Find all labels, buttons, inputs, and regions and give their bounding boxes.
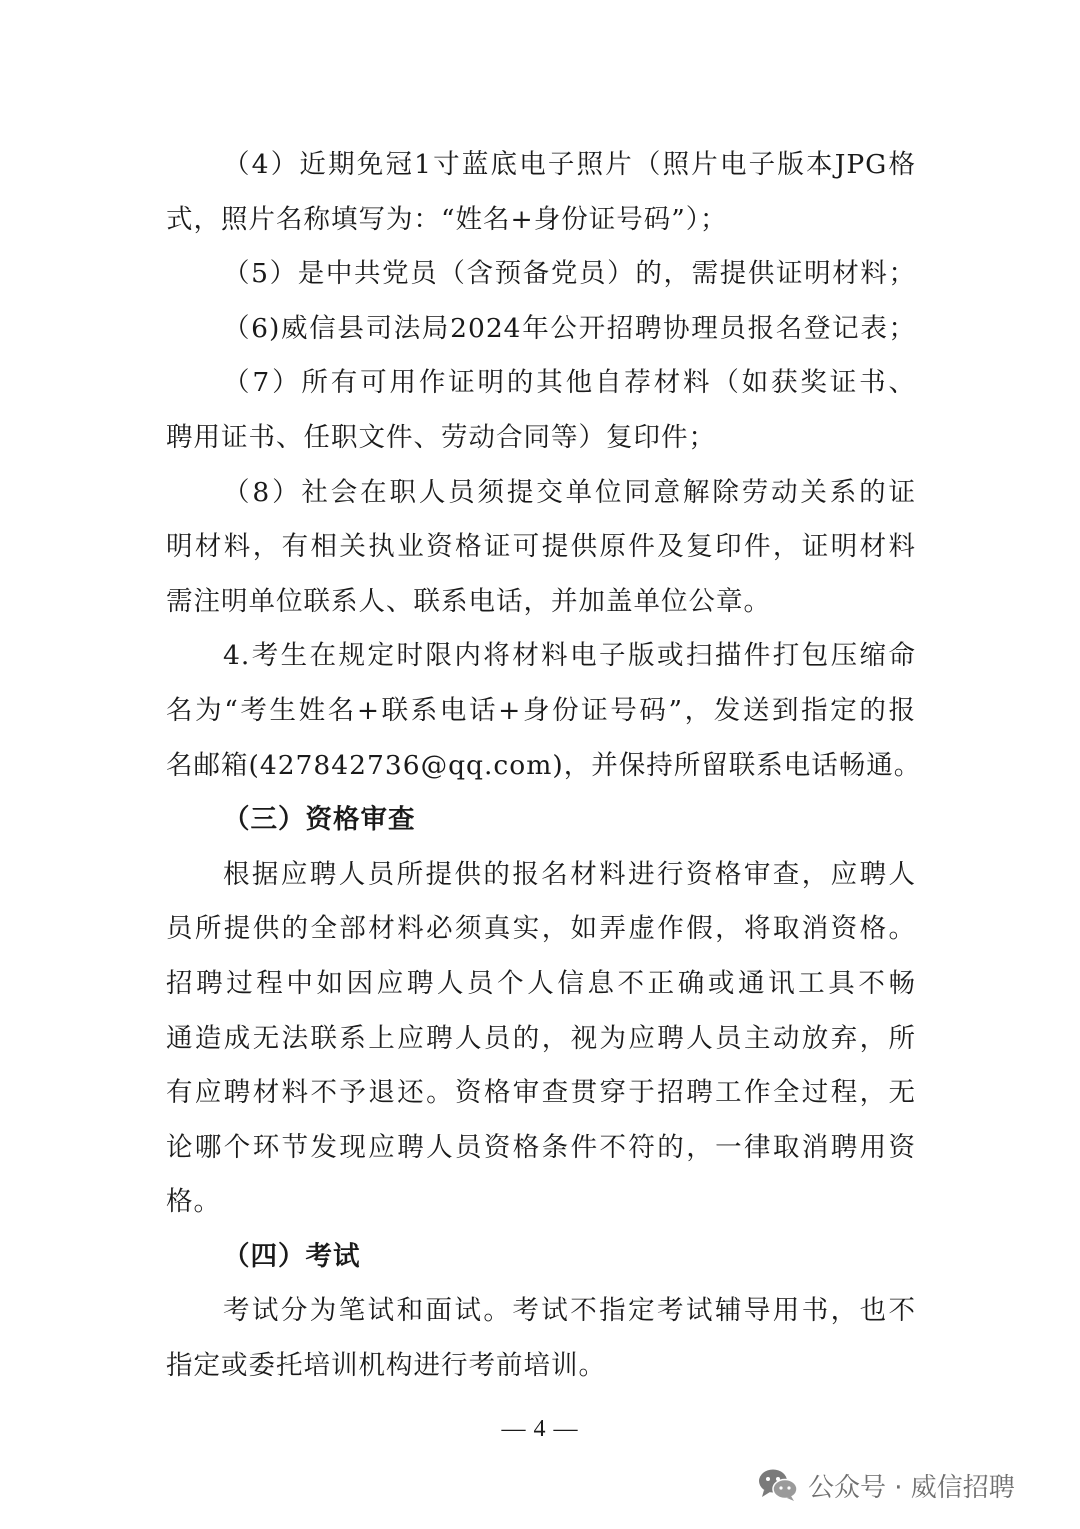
text-line: 招聘过程中如因应聘人员个人信息不正确或通讯工具不畅 — [166, 967, 916, 999]
text-line: （4）近期免冠1寸蓝底电子照片（照片电子版本JPG格 — [223, 149, 916, 180]
text-line: 有应聘材料不予退还。资格审查贯穿于招聘工作全过程，无 — [166, 1077, 916, 1109]
text-line: 明材料，有相关执业资格证可提供原件及复印件，证明材料 — [166, 531, 916, 563]
document-body — [166, 138, 922, 1394]
text-line: 考试分为笔试和面试。考试不指定考试辅导用书，也不 — [223, 1295, 916, 1327]
text-line: 名邮箱(427842736@qq.com)，并保持所留联系电话畅通。 — [166, 749, 922, 781]
text-line: 需注明单位联系人、联系电话，并加盖单位公章。 — [166, 585, 771, 617]
text-line: 格。 — [166, 1186, 221, 1218]
text-line: 式，照片名称填写为：“姓名+身份证号码”）； — [166, 203, 728, 235]
text-line: （7）所有可用作证明的其他自荐材料（如获奖证书、 — [223, 367, 916, 399]
text-line: （5）是中共党员（含预备党员）的，需提供证明材料； — [223, 258, 916, 290]
watermark-text: 公众号 · 威信招聘 — [808, 1472, 1015, 1503]
text-line: 员所提供的全部材料必须真实，如弄虚作假，将取消资格。 — [166, 913, 916, 945]
section-heading: （四）考试 — [223, 1240, 361, 1272]
text-line: 根据应聘人员所提供的报名材料进行资格审查，应聘人 — [223, 858, 916, 890]
text-line: 通造成无法联系上应聘人员的，视为应聘人员主动放弃，所 — [166, 1022, 916, 1054]
page-number: — 4 — — [501, 1416, 579, 1442]
section-heading: （三）资格审查 — [223, 804, 416, 836]
text-line: 指定或委托培训机构进行考前培训。 — [166, 1350, 606, 1382]
text-line: 4.考生在规定时限内将材料电子版或扫描件打包压缩命 — [223, 640, 916, 672]
text-line: （6)威信县司法局2024年公开招聘协理员报名登记表； — [223, 312, 916, 344]
text-line: 聘用证书、任职文件、劳动合同等）复印件； — [166, 421, 716, 453]
text-line: 论哪个环节发现应聘人员资格条件不符的，一律取消聘用资 — [166, 1131, 916, 1163]
wechat-icon — [758, 1468, 798, 1502]
text-line: 名为“考生姓名+联系电话+身份证号码”，发送到指定的报 — [166, 694, 916, 726]
watermark — [758, 1465, 1015, 1505]
text-line: （8）社会在职人员须提交单位同意解除劳动关系的证 — [223, 476, 916, 508]
